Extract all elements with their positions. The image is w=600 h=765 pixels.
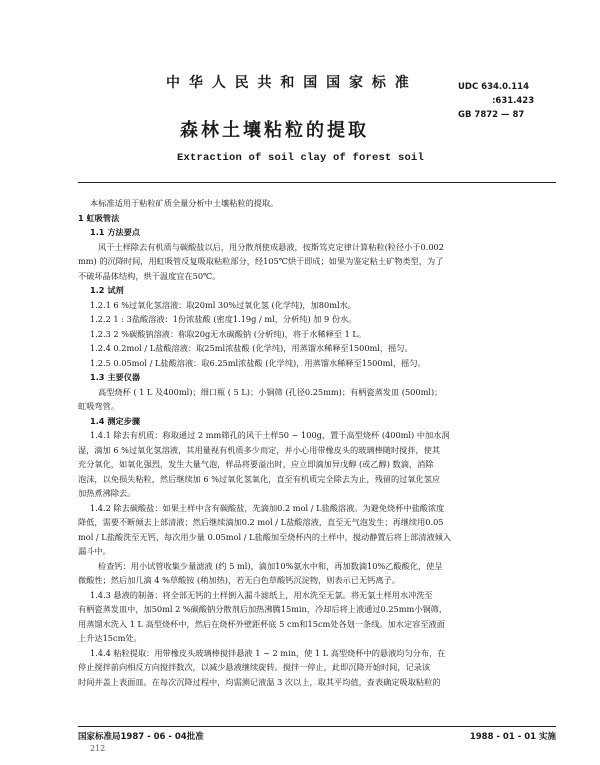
paragraph-line: 加热煮沸除去。 — [78, 488, 136, 498]
udc-code: UDC 634.0.114 — [458, 82, 530, 92]
paragraph-line: 充分氧化，如氧化强烈，发生大量气泡，样品将要溢出时，应立即滴加异戊醇 (或乙醇) 数滴，消除 — [78, 459, 434, 469]
paragraph-line: 1.4.4 粘粒提取：用带橡皮头玻璃棒搅拌悬液 1 ~ 2 min，使 1 L 高型烧杯中的悬液均匀分布，在 — [90, 647, 446, 658]
paragraph-line: 1.4.2 除去碳酸盐：如果土样中含有碳酸盐，先滴加0.2 mol / L盐酸溶液。为避免烧杯中盐酸浓度 — [90, 502, 445, 513]
classification-codes — [458, 80, 534, 122]
paragraph-line: 湿，滴加 6 %过氧化氢溶液，其用量视有机质多少而定，并小心用带橡皮头的玻璃棒随时搅拌，使其 — [78, 444, 441, 455]
paragraph-line: 高型烧杯 ( 1 L 及400ml)；细口瓶 ( 5 L)；小铜筛 (孔径0.25mm)；有柄瓷蒸发皿 (500ml)； — [98, 386, 443, 397]
paragraph-line: 时间并盖上表面皿。在每次沉降过程中，均需测记液温 3 次以上，取其平均值，查表确定吸取粘粒的 — [78, 676, 441, 687]
subsection-heading: 1.2 试剂 — [90, 285, 124, 295]
paragraph-line: 1.4.1 除去有机质：称取通过 2 mm筛孔的风干土样50 ~ 100g，置于高型烧杯 (400ml) 中加水润 — [90, 430, 450, 440]
paragraph-line: 风干土样除去有机质与碳酸盐以后，用分散剂使成悬液，按斯笃克定律计算粘粒(粒径小于0.002 — [98, 241, 444, 252]
udc-code-sub: :631.423 — [492, 96, 535, 106]
subsection-heading: 1.1 方法要点 — [90, 227, 141, 237]
paragraph-line: 上升达15cm处。 — [78, 633, 142, 643]
paragraph-line: 微酸性；然后加几滴 4 %草酸铵 (稍加热)，若无白色草酸钙沉淀物，则表示已无钙离子。 — [78, 575, 400, 585]
subsection-heading: 1.4 测定步骤 — [90, 415, 141, 426]
paragraph-line: 漏斗中。 — [78, 546, 111, 556]
reagent-item: 1.2.2 1 : 3盐酸溶液：1份浓盐酸 (密度1.19g / ml，分析纯) 加 9 份水。 — [90, 314, 357, 324]
page-title: 森林土壤粘粒的提取 — [180, 120, 369, 141]
paragraph-line: 泡沫，以免损失粘粒，然后继续加 6 %过氧化氢氧化，直至有机质完全除去为止，残留的过氧化氢应 — [78, 473, 441, 484]
paragraph-line: mm) 的沉降时间，用虹吸管反复吸取粘粒部分，经105℃烘干即成；如果为鉴定粘土矿物类型，为了 — [78, 256, 444, 266]
paragraph-line: 1.4.3 悬液的制备：将全部无钙的土样倒入漏斗滤纸上，用水洗至无氯。将无氯土样用水冲洗至 — [90, 589, 433, 600]
paragraph-line: 停止搅拌前向相反方向搅拌数次，以减少悬液继续旋转。搅拌一停止，此即沉降开始时间，记录该 — [78, 662, 431, 672]
paragraph-line: 不破坏晶体结构，烘干温度宜在50℃。 — [78, 270, 221, 281]
paragraph-line: mol / L盐酸洗至无钙，每次用少量 0.05mol / L盐酸加至烧杯内的土样中，搅动静置后将上部清液倾入 — [78, 531, 452, 542]
reagent-item: 1.2.3 2 %碳酸钠溶液：称取20g无水碳酸钠 (分析纯)，将于水稀释至 1 L。 — [90, 328, 367, 339]
paragraph-line: 降低，需要不断倾去上部清液；然后继续滴加0.2 mol / L盐酸溶液，直至无气泡发生；再继续用0.05 — [78, 517, 444, 527]
page-subtitle-en: Extraction of soil clay of forest soil — [177, 152, 425, 164]
document-body — [78, 196, 556, 689]
paragraph-line: 检查钙：用小试管收集少量滤液 (约 5 ml)，滴加10%氨水中和，再加数滴10%乙酸酸化，使呈 — [98, 560, 443, 571]
header-divider — [78, 182, 556, 183]
approval-date: 国家标准局1987 - 06 - 04批准 — [78, 732, 204, 742]
gb-code: GB 7872 — 87 — [458, 110, 525, 120]
effective-date: 1988 - 01 - 01 实施 — [469, 732, 556, 742]
footer-divider — [78, 726, 556, 727]
footer — [78, 730, 556, 742]
intro-paragraph: 本标准适用于粘粒矿质全量分析中土壤粘粒的提取。 — [90, 198, 279, 208]
standard-name: 中 华 人 民 共 和 国 国 家 标 准 — [166, 75, 411, 91]
paragraph-line: 虹吸弯管。 — [78, 401, 119, 411]
reagent-item: 1.2.4 0.2mol / L盐酸溶液：取25ml浓盐酸 (化学纯)，用蒸馏水稀释至1500ml，摇匀。 — [90, 343, 413, 353]
reagent-item: 1.2.5 0.05mol / L盐酸溶液：取6.25ml浓盐酸 (化学纯)，用蒸馏水稀释至1500ml，摇匀。 — [90, 357, 426, 368]
paragraph-line: 用蒸馏水洗入 1 L 高型烧杯中，然后在烧杯外壁距杯底 5 cm和15cm处各划一条线。加水定容至液面 — [78, 618, 445, 629]
reagent-item: 1.2.1 6 %过氧化氢溶液：取20ml 30%过氧化氢 (化学纯)，加80ml水。 — [90, 299, 356, 310]
section-heading: 1 虹吸管法 — [78, 212, 120, 223]
page-number: 212 — [90, 744, 106, 753]
paragraph-line: 有柄瓷蒸发皿中，加50ml 2 %碳酸钠分散剂后加热沸腾15min，冷却后将上液通过0.25mm小铜筛， — [78, 604, 448, 614]
subsection-heading: 1.3 主要仪器 — [90, 372, 141, 382]
